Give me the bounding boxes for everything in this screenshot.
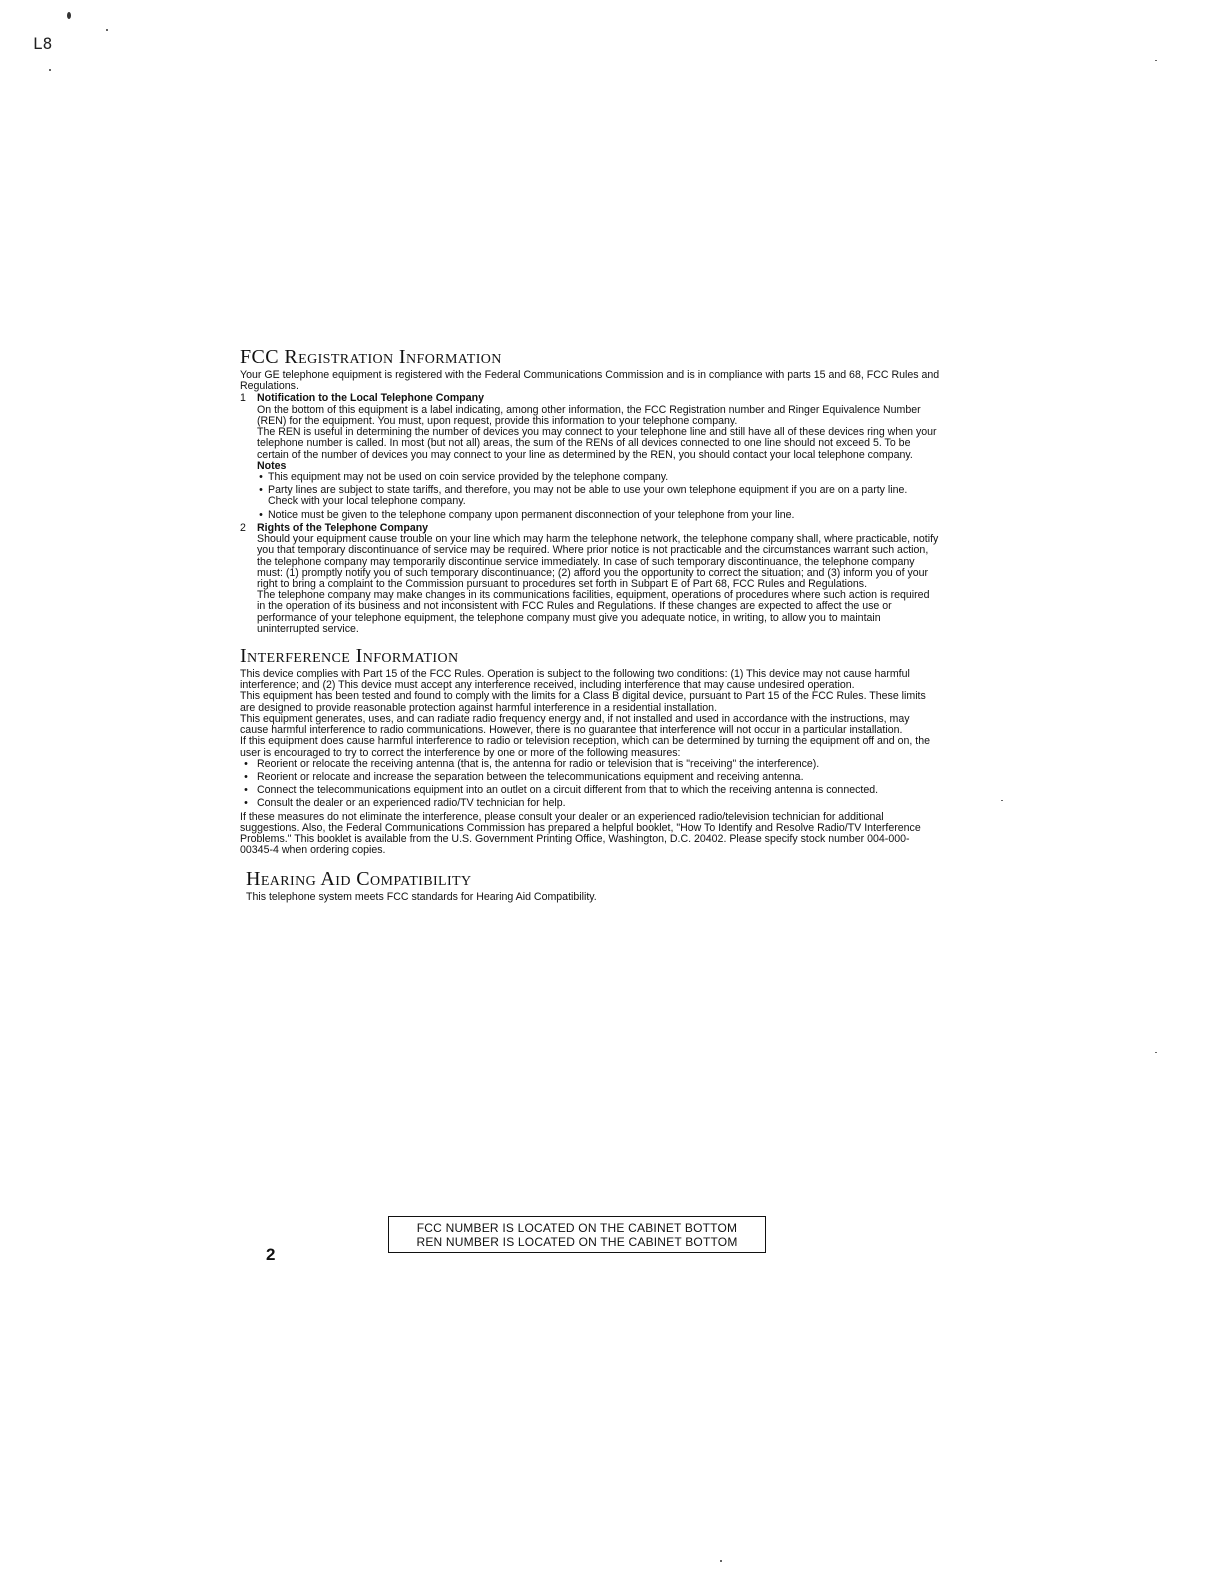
interference-paragraph: This equipment generates, uses, and can radiate radio frequency energy and, if not installed and used in accordance with the instructions, may cause harmful interference to radio communications. However, there is no guarantee that interference will not occur in a particular installation. <box>240 712 910 737</box>
bullet-icon: • <box>244 770 248 783</box>
page-number: 2 <box>266 1245 276 1264</box>
section-2-paragraph: Should your equipment cause trouble on your line which may harm the telephone network, the telephone company shall, where practicable, notify you that temporary discontinuance of service may be required. Where prior notice is not practicable and the circumstances warrant such action, the telephone company may temporarily discontinue service immediately. In case of such temporary discontinuance, the telephone company must: (1) promptly notify you of such temporary discontinuance; (2) afford you the opportunity to correct the situation; and (3) inform you of your right to bring a complaint to the Commission pursuant to procedures set forth in Subpart E of Part 68, FCC Rules and Regulations. <box>257 533 939 591</box>
bullet-icon: • <box>259 484 263 497</box>
ren-number-notice: REN NUMBER IS LOCATED ON THE CABINET BOTTOM <box>416 1235 738 1249</box>
scan-speck <box>106 29 108 31</box>
measure-item: • Connect the telecommunications equipment into an outlet on a circuit different from that to which the receiving antenna is connected. <box>240 785 940 796</box>
interference-title: Interference Information <box>240 645 459 668</box>
section-2-number: 2 <box>240 521 246 534</box>
document-body <box>240 346 940 904</box>
scan-speck <box>67 12 71 19</box>
bullet-icon: • <box>244 757 248 770</box>
scan-speck <box>720 1560 722 1562</box>
section-1-paragraph: On the bottom of this equipment is a label indicating, among other information, the FCC Registration number and Ringer Equivalence Number (REN) for the equipment. You must, upon request, provide this information to your telephone company. <box>257 403 921 428</box>
section-1-title: Notification to the Local Telephone Company <box>257 392 484 405</box>
fcc-intro: Your GE telephone equipment is registered with the Federal Communications Commission and is in compliance with parts 15 and 68, FCC Rules and Regulations. <box>240 369 940 393</box>
section-2-title: Rights of the Telephone Company <box>257 521 429 534</box>
section-1-number: 1 <box>240 392 246 405</box>
bullet-icon: • <box>259 471 263 484</box>
section-1-paragraph: The REN is useful in determining the number of devices you may connect to your telephone line and still have all of these devices ring when your telephone number is called. In most (but not all) areas, the sum of the RENs of all devices connected to one line should not exceed 5. To be certain of the number of devices you may connect to your line as determined by the REN, you should contact your local telephone company. <box>257 426 937 461</box>
measure-item: • Reorient or relocate the receiving antenna (that is, the antenna for radio or television that is "receiving" the interference). <box>240 759 940 770</box>
note-item: • Notice must be given to the telephone company upon permanent disconnection of your telephone from your line. <box>257 510 940 521</box>
interference-paragraph: This device complies with Part 15 of the FCC Rules. Operation is subject to the following two conditions: (1) This device may not cause harmful interference; and (2) This device must accept any interference received, including interference that may cause undesired operation. <box>240 668 910 692</box>
bullet-icon: • <box>244 797 248 810</box>
fcc-registration-title: FCC Registration Information <box>240 346 502 368</box>
scan-speck <box>1155 60 1157 61</box>
notes-label: Notes <box>257 459 287 472</box>
corner-mark: L8 <box>33 34 53 53</box>
note-item: • Party lines are subject to state tariffs, and therefore, you may not be able to use your own telephone equipment if you are on a party line. Check with your local telephone company. <box>257 485 940 507</box>
cabinet-notice-box <box>388 1216 766 1253</box>
section-2-paragraph: The telephone company may make changes in its communications facilities, equipment, operations of procedures where such action is required in the operation of its business and not inconsistent with FCC Rules and Regulations. If these changes are expected to affect the use or performance of your telephone equipment, the telephone company must give you adequate notice, in writing, to allow you to maintain uninterrupted service. <box>257 589 930 635</box>
note-item: • This equipment may not be used on coin service provided by the telephone company. <box>257 472 940 483</box>
notes-list <box>257 472 940 521</box>
hearing-aid-title: Hearing Aid Compatibility <box>246 868 472 891</box>
bullet-icon: • <box>244 784 248 797</box>
scan-speck <box>1001 800 1003 801</box>
interference-paragraph: This equipment has been tested and found to comply with the limits for a Class B digital device, pursuant to Part 15 of the FCC Rules. These limits are designed to provide reasonable protection against harmful interference in a residential installation. <box>240 690 926 714</box>
hearing-aid-text: This telephone system meets FCC standards for Hearing Aid Compatibility. <box>246 891 597 904</box>
scan-speck <box>49 69 51 71</box>
interference-paragraph: If this equipment does cause harmful interference to radio or television reception, which can be determined by turning the equipment off and on, the user is encouraged to try to correct the interference by one or more of the following measures: <box>240 735 930 759</box>
scan-speck <box>1155 1052 1157 1053</box>
measure-item: • Reorient or relocate and increase the separation between the telecommunications equipment and receiving antenna. <box>240 772 940 783</box>
fcc-number-notice: FCC NUMBER IS LOCATED ON THE CABINET BOTTOM <box>416 1221 738 1235</box>
bullet-icon: • <box>259 508 263 521</box>
measure-item: • Consult the dealer or an experienced radio/TV technician for help. <box>240 798 940 809</box>
measures-list <box>240 759 940 810</box>
interference-paragraph: If these measures do not eliminate the interference, please consult your dealer or an experienced radio/television technician for additional suggestions. Also, the Federal Communications Commission has prepared a helpful booklet, "How To Identify and Resolve Radio/TV Interference Problems." This booklet is available from the U.S. Government Printing Office, Washington, D.C. 20402. Please specify stock number 004-000-00345-4 when ordering copies. <box>240 810 921 857</box>
